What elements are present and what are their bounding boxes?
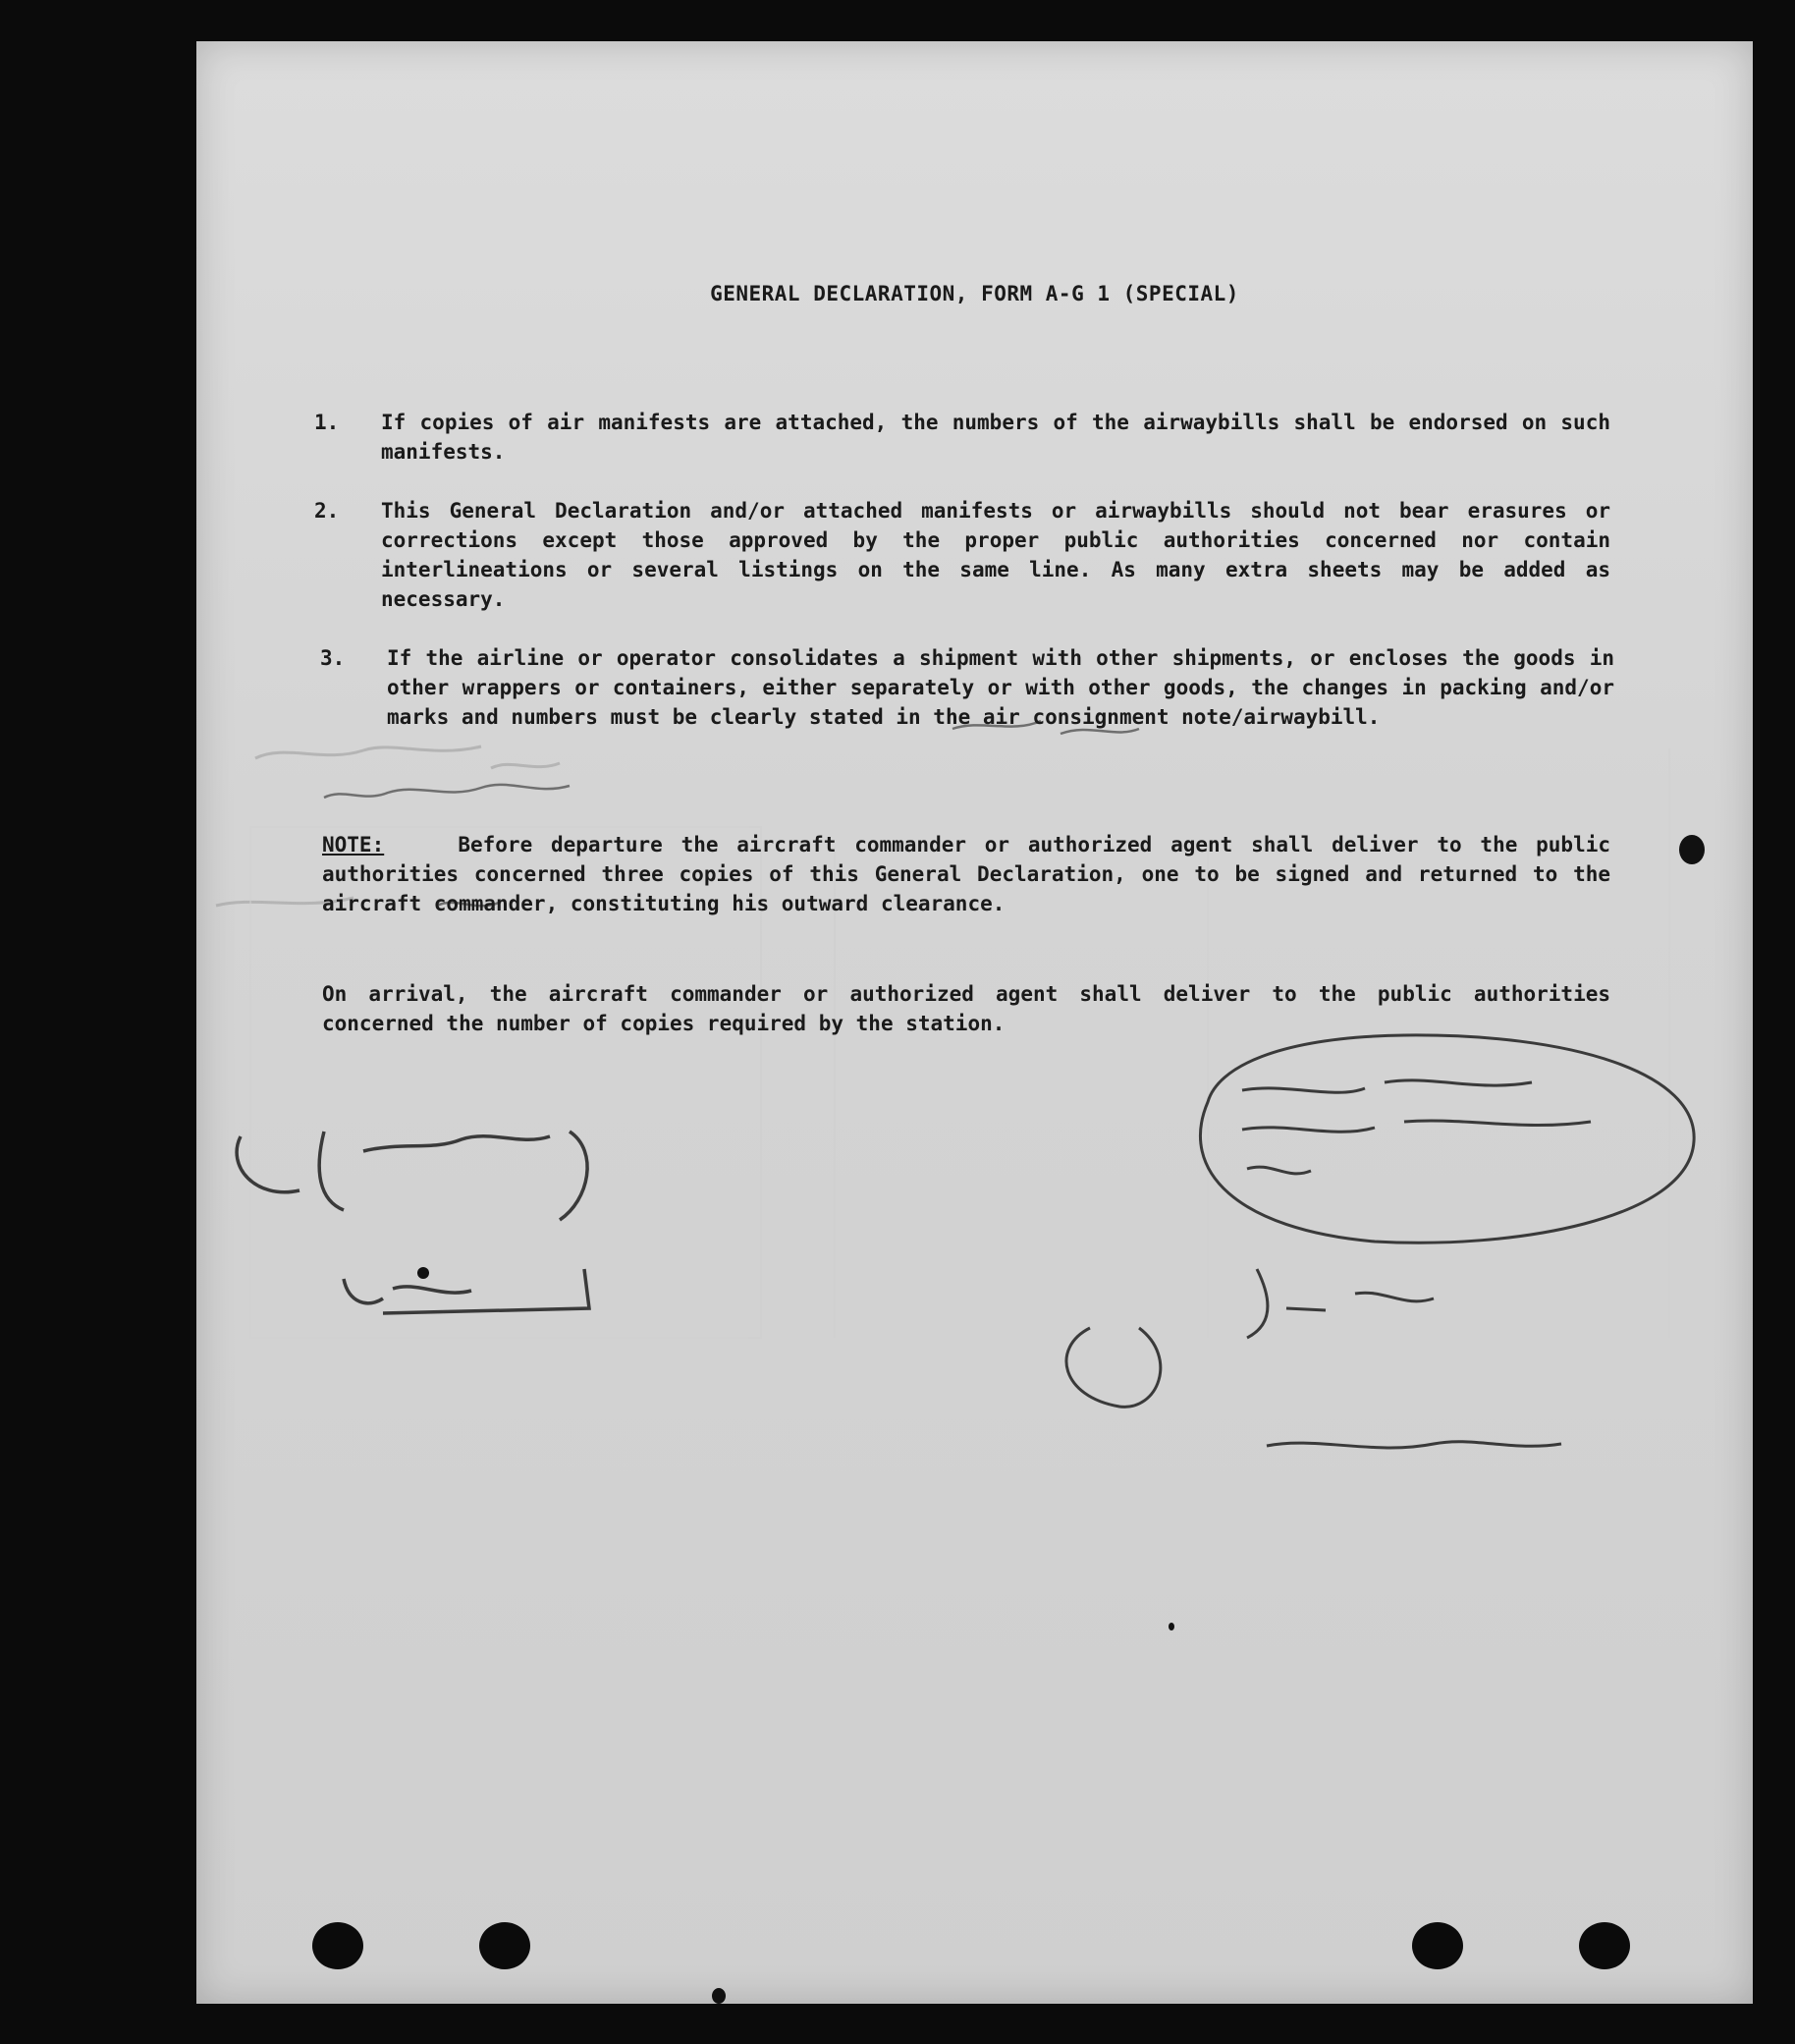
ink-speck	[712, 1988, 726, 2004]
item-text: If copies of air manifests are attached, the numbers of the airwaybills shall be endorsed on such manifests.	[381, 411, 1610, 464]
item-text: If the airline or operator consolidates a shipment with other shipments, or encloses the goods in other wrappers or containers, either separately or with other goods, the changes in packing and/or marks and numbers must be clearly stated in the air consignment note/airwaybill.	[387, 646, 1614, 729]
item-number: 1.	[314, 411, 340, 434]
note-text: Before departure the aircraft commander or authorized agent shall deliver to the public authorities concerned three copies of this General Declaration, one to be signed and returned to the aircraft commander, constituting his outward clearance.	[322, 833, 1610, 915]
punch-hole	[1412, 1922, 1463, 1969]
note-label: NOTE:	[322, 833, 385, 856]
item-number: 3.	[320, 646, 346, 670]
item-number: 2.	[314, 499, 340, 523]
item-text: This General Declaration and/or attached manifests or airwaybills should not bear erasures or corrections except those approved by the proper public authorities concerned nor contain interlineations or several listings on the same line. As many extra sheets may be added as necessary.	[381, 499, 1610, 611]
ink-speck	[1679, 835, 1705, 864]
arrival-text: On arrival, the aircraft commander or authorized agent shall deliver to the public authorities concerned the number of copies required by the station.	[322, 982, 1610, 1035]
document-title: GENERAL DECLARATION, FORM A-G 1 (SPECIAL)	[710, 282, 1239, 305]
punch-hole	[479, 1922, 530, 1969]
punch-hole	[1579, 1922, 1630, 1969]
ink-speck	[1169, 1623, 1174, 1630]
arrival-paragraph	[322, 979, 1610, 1038]
ink-speck	[417, 1267, 429, 1279]
note-paragraph	[322, 830, 1610, 918]
punch-hole	[312, 1922, 363, 1969]
document-sheet	[196, 41, 1753, 2004]
